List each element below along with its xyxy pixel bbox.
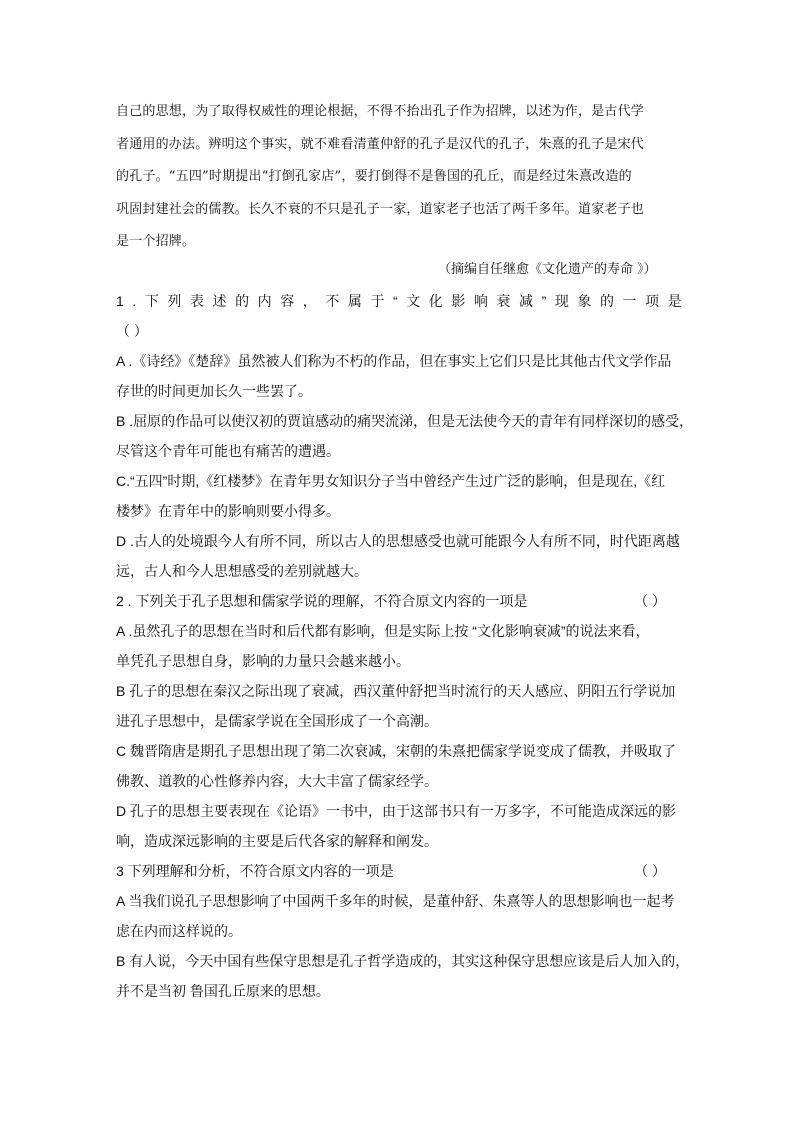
option-b-cont: 并不是当初 鲁国孔丘原来的思想。 (116, 983, 330, 999)
stem-char: . (132, 293, 137, 309)
question-1-paren: （ ） (116, 323, 148, 339)
stem-char: 不 (325, 293, 340, 309)
option-c-cont: 佛教、道教的心性修养内容，大大丰富了儒家经学。 (116, 773, 438, 789)
question-2-stem (116, 586, 686, 616)
option-a: A 当我们说孔子思想影响了中国两千多年的时候，是董仲舒、朱熹等人的思想影响也一起考 (116, 893, 675, 909)
option-a: A .《诗经》《楚辞》虽然被人们称为不朽的作品，但在事实上它们只是比其他古代文学作品 (116, 353, 672, 369)
stem-char: 影 (451, 293, 466, 309)
question-2-text: 2 . 下列关于孔子思想和儒家学说的理解，不符合原文内容的一项是 (116, 593, 528, 609)
option-b-cont: 尽管这个青年可能也有痛苦的遭遇。 (116, 443, 340, 459)
stem-char: 响 (473, 293, 488, 309)
question-1 (116, 286, 694, 1006)
passage-text (116, 96, 682, 259)
stem-char: ” (541, 293, 547, 309)
question-3-text: 3 下列理解和分析，不符合原文内容的一项是 (116, 863, 394, 879)
option-d-cont: 响，造成深远影响的主要是后代各家的解释和阐发。 (116, 833, 438, 849)
question-1-stem (116, 286, 682, 316)
stem-char: 化 (428, 293, 443, 309)
option-a-cont: 存世的时间更加长久一些罢了。 (116, 383, 312, 399)
question-2-paren: （ ） (634, 593, 666, 609)
stem-char: 的 (235, 293, 250, 309)
stem-char: 容 (280, 293, 295, 309)
passage-line: 的孔子。“五四”时期提出“打倒孔家店”，要打倒得不是鲁国的孔丘，而是经过朱熹改造的 (116, 169, 632, 184)
stem-char: 1 (116, 293, 124, 309)
option-b: B 有人说，今天中国有些保守思想是孔子哲学造成的，其实这种保守思想应该是后人加入的， (116, 953, 690, 969)
stem-char: 是 (667, 293, 682, 309)
option-c: C.“五四”时期,《红楼梦》在青年男女知识分子当中曾经产生过广泛的影响，但是现在,《红 (116, 473, 666, 489)
option-a-cont: 单凭孔子思想自身，影响的力量只会越来越小。 (116, 653, 410, 669)
question-3-stem (116, 856, 686, 886)
stem-char: 文 (406, 293, 421, 309)
option-d-cont: 远，古人和今人思想感受的差别就越大。 (116, 563, 368, 579)
stem-char: 的 (599, 293, 614, 309)
stem-char: 内 (257, 293, 272, 309)
stem-char: 衰 (496, 293, 511, 309)
stem-char: “ (393, 293, 398, 309)
passage-line: 是一个招牌。 (116, 234, 196, 249)
stem-char: 于 (370, 293, 385, 309)
stem-char: 一 (622, 293, 637, 309)
stem-char: 现 (554, 293, 569, 309)
passage-source: （摘编自任继愈《文化遗产的寿命 》） (438, 262, 657, 277)
option-a: A .虽然孔子的思想在当时和后代都有影响，但是实际上按 “文化影响衰减”的说法来看， (116, 623, 650, 639)
option-c: C 魏晋隋唐是期孔子思想出现了第二次衰减，宋朝的朱熹把儒家学说变成了儒教，并吸取了 (116, 743, 676, 759)
stem-char: 项 (645, 293, 660, 309)
option-a-cont: 虑在内而这样说的。 (116, 923, 242, 939)
question-3-paren: （ ） (634, 863, 666, 879)
passage-line: 巩固封建社会的儒教。长久不衰的不只是孔子一家，道家老子也活了两千多年。道家老子也 (116, 201, 645, 217)
stem-char: 减 (519, 293, 534, 309)
option-b-cont: 进孔子思想中，是儒家学说在全国形成了一个高潮。 (116, 713, 438, 729)
passage-line: 自己的思想，为了取得权威性的理论根据，不得不抬出孔子作为招牌，以述为作，是古代学 (116, 104, 645, 119)
option-d: D 孔子的思想主要表现在《论语》一书中，由于这部书只有一万多字，不可能造成深远的影 (116, 803, 676, 819)
stem-char: 表 (189, 293, 204, 309)
stem-char: 述 (212, 293, 227, 309)
passage-line: 者通用的办法。辨明这个事实，就不难看清董仲舒的孔子是汉代的孔子，朱熹的孔子是宋代 (116, 136, 645, 152)
stem-char: 下 (144, 293, 159, 309)
stem-char: 属 (347, 293, 362, 309)
option-d: D .古人的处境跟今人有所不同，所以古人的思想感受也就可能跟今人有所不同，时代距离越 (116, 533, 680, 549)
stem-char: ， (302, 293, 317, 309)
stem-char: 列 (167, 293, 182, 309)
option-c-cont: 楼梦》在青年中的影响则要小得多。 (116, 503, 340, 519)
stem-char: 象 (577, 293, 592, 309)
option-b: B .屈原的作品可以使汉初的贾谊感动的痛哭流涕，但是无法使今天的青年有同样深切的感受， (116, 413, 694, 429)
option-b: B 孔子的思想在秦汉之际出现了衰减，西汉董仲舒把当时流行的天人感应、阴阳五行学说加 (116, 683, 676, 699)
